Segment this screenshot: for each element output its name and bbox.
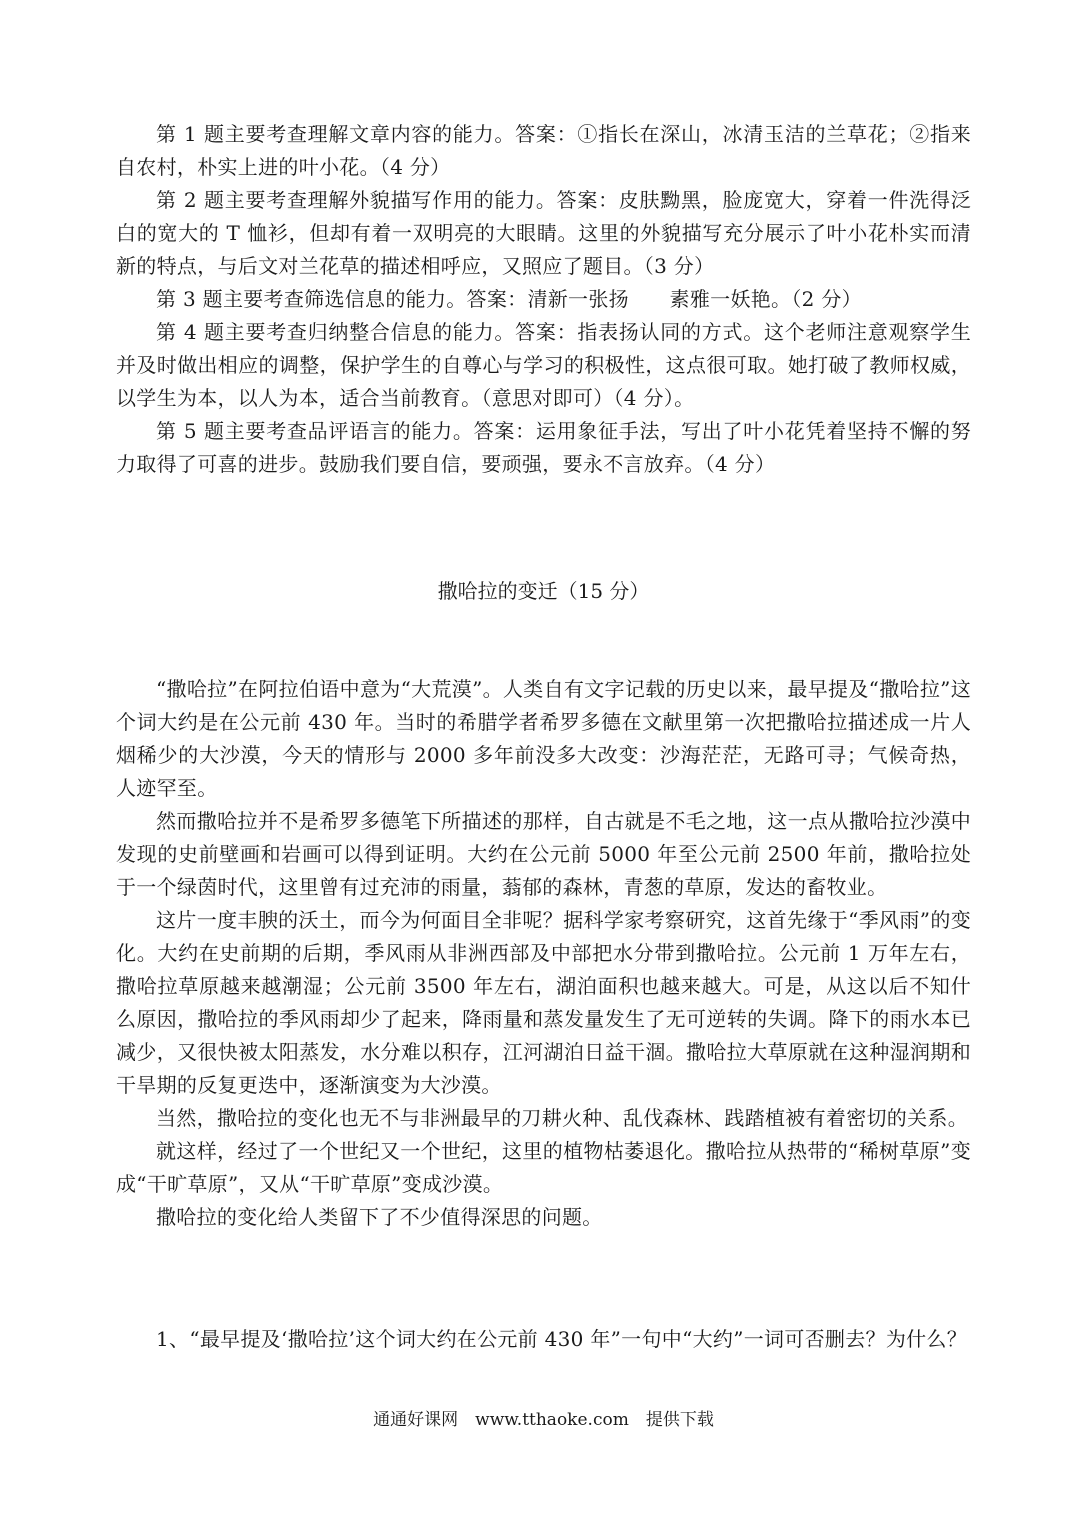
article-paragraph-6: 撒哈拉的变化给人类留下了不少值得深思的问题。 <box>156 1205 603 1229</box>
article-paragraph-3: 这片一度丰腴的沃土，而今为何面目全非呢？据科学家考察研究，这首先缘于“季风雨”的变化。大约在史前期的后期，季风雨从非洲西部及中部把水分带到撒哈拉。公元前 1 万年左右，撒哈拉草原越来越潮湿；公元前 3500 年左右，湖泊面积也越来越大。可是，从这以后不知什么原因，撒哈拉的季风雨却少了起来，降雨量和蒸发量发生了无可逆转的失调。降下的雨水本已减少，又很快被太阳蒸发，水分难以积存，江河湖泊日益干涸。撒哈拉大草原就在这种湿润期和干旱期的反复更迭中，逐渐演变为大沙漠。 <box>116 908 971 1097</box>
page-footer: 通通好课网 www.tthaoke.com 提供下载 <box>373 1410 714 1430</box>
answer-paragraph-5: 第 5 题主要考查品评语言的能力。答案：运用象征手法，写出了叶小花凭着坚持不懈的努力取得了可喜的进步。鼓励我们要自信，要顽强，要永不言放弃。（4 分） <box>116 419 971 476</box>
answer-paragraph-4: 第 4 题主要考查归纳整合信息的能力。答案：指表扬认同的方式。这个老师注意观察学生并及时做出相应的调整，保护学生的自尊心与学习的积极性，这点很可取。她打破了教师权威，以学生为本，以人为本，适合当前教育。（意思对即可）（4 分）。 <box>116 320 971 410</box>
answer-paragraph-3: 第 3 题主要考查筛选信息的能力。答案：清新一张扬 素雅一妖艳。（2 分） <box>156 287 862 311</box>
article-body <box>116 673 971 1234</box>
answer-section <box>116 118 971 481</box>
article-paragraph-5: 就这样，经过了一个世纪又一个世纪，这里的植物枯萎退化。撒哈拉从热带的“稀树草原”变成“干旷草原”，又从“干旷草原”变成沙漠。 <box>116 1139 971 1196</box>
answer-paragraph-1: 第 1 题主要考查理解文章内容的能力。答案：①指长在深山，冰清玉洁的兰草花；②指来自农村，朴实上进的叶小花。（4 分） <box>116 122 971 179</box>
answer-paragraph-2: 第 2 题主要考查理解外貌描写作用的能力。答案：皮肤黝黑，脸庞宽大，穿着一件洗得泛白的宽大的 T 恤衫，但却有着一双明亮的大眼睛。这里的外貌描写充分展示了叶小花朴实而清新的特点，与后文对兰花草的描述相呼应，又照应了题目。（3 分） <box>116 188 971 278</box>
article-title: 撒哈拉的变迁（15 分） <box>437 579 650 603</box>
article-paragraph-4: 当然，撒哈拉的变化也无不与非洲最早的刀耕火种、乱伐森林、践踏植被有着密切的关系。 <box>156 1106 968 1130</box>
question-section <box>116 1323 971 1356</box>
article-paragraph-2: 然而撒哈拉并不是希罗多德笔下所描述的那样，自古就是不毛之地，这一点从撒哈拉沙漠中发现的史前壁画和岩画可以得到证明。大约在公元前 5000 年至公元前 2500 年前，撒哈拉处于一个绿茵时代，这里曾有过充沛的雨量，蓊郁的森林，青葱的草原，发达的畜牧业。 <box>116 809 971 899</box>
question-1: 1、“最早提及‘撒哈拉’这个词大约在公元前 430 年”一句中“大约”一词可否删去？为什么？ <box>156 1327 968 1351</box>
article-paragraph-1: “撒哈拉”在阿拉伯语中意为“大荒漠”。人类自有文字记载的历史以来，最早提及“撒哈拉”这个词大约是在公元前 430 年。当时的希腊学者希罗多德在文献里第一次把撒哈拉描述成一片人烟稀少的大沙漠，今天的情形与 2000 多年前没多大改变：沙海茫茫，无路可寻；气候奇热，人迹罕至。 <box>116 677 971 800</box>
